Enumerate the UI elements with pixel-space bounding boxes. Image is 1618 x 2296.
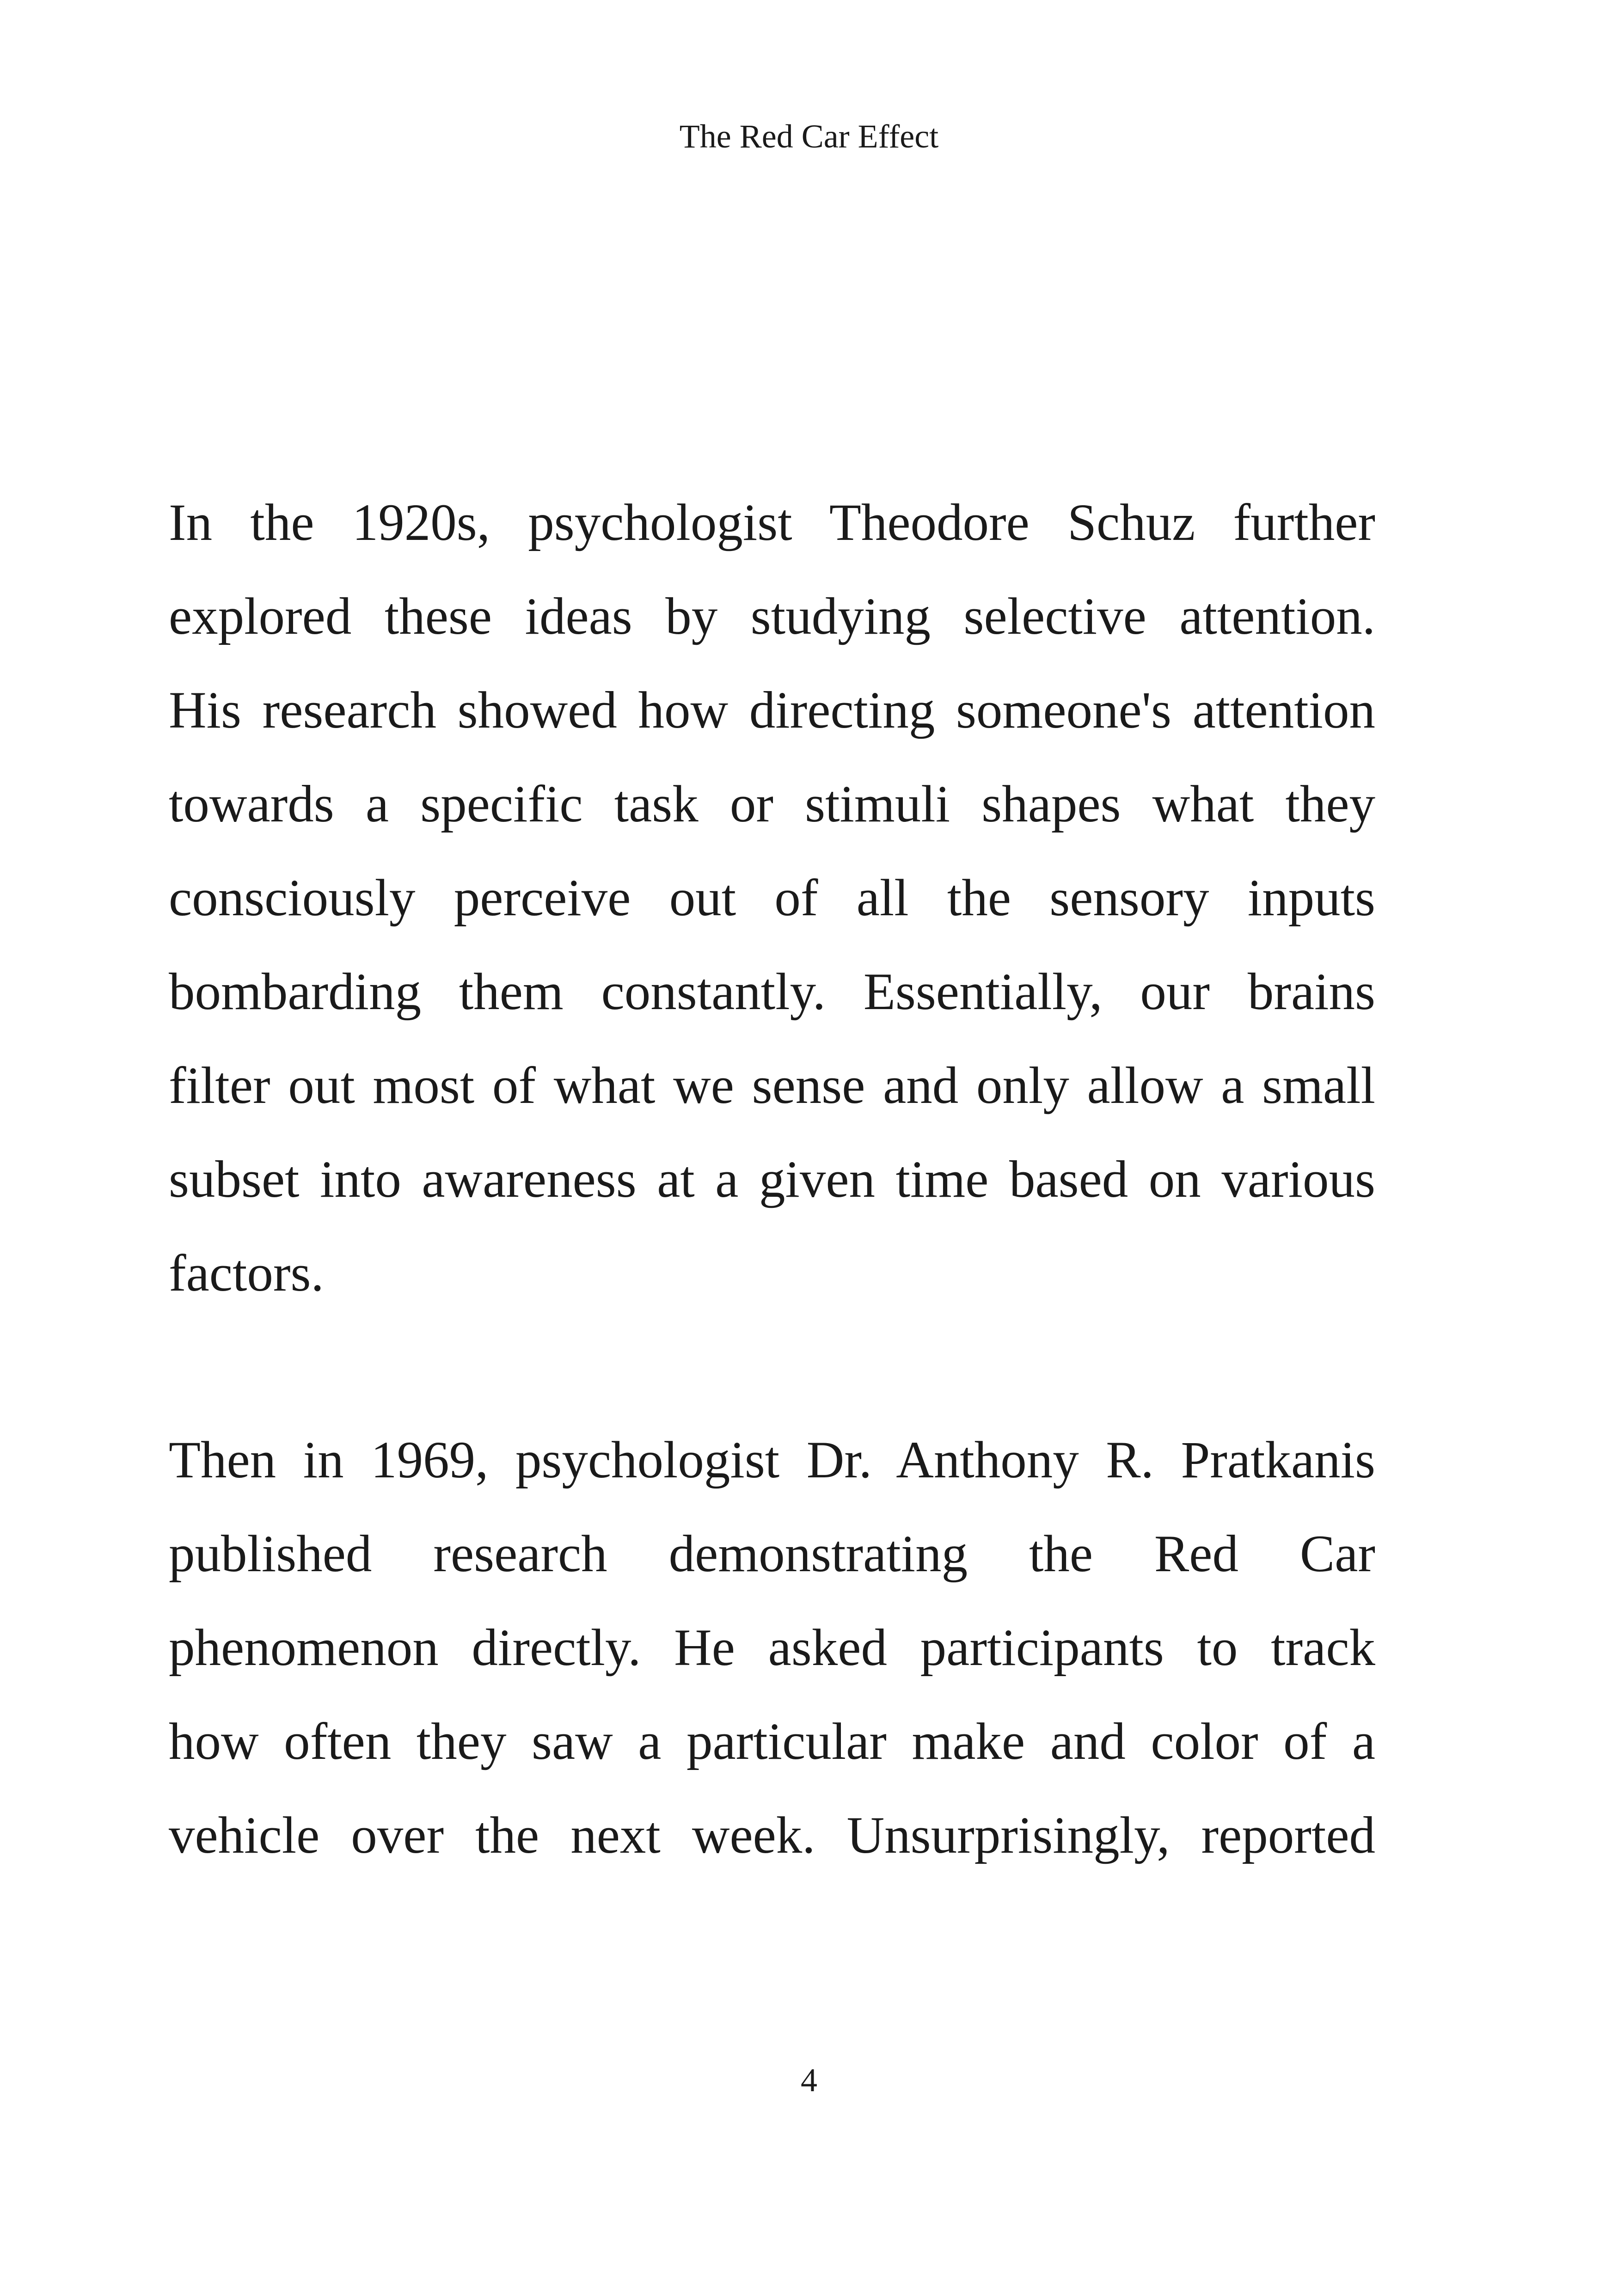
text-line: subset into awareness at a given time based on various <box>169 1151 1375 1208</box>
text-line: factors. <box>169 1244 324 1302</box>
text-line: towards a specific task or stimuli shapes what they <box>169 775 1375 833</box>
body-paragraph <box>169 1413 1375 1882</box>
text-line: phenomenon directly. He asked participants to track <box>169 1619 1375 1677</box>
text-line: bombarding them constantly. Essentially, our brains <box>169 963 1375 1021</box>
text-line: published research demonstrating the Red Car <box>169 1525 1375 1583</box>
text-line: consciously perceive out of all the sensory inputs <box>169 869 1375 927</box>
text-line: His research showed how directing someone's attention <box>169 681 1375 739</box>
text-line: filter out most of what we sense and only allow a small <box>169 1057 1375 1114</box>
text-line: Then in 1969, psychologist Dr. Anthony R. Pratkanis <box>169 1431 1375 1489</box>
running-header-title: The Red Car Effect <box>679 118 939 155</box>
text-line: explored these ideas by studying selective attention. <box>169 588 1375 645</box>
body-paragraph <box>169 476 1375 1320</box>
text-line: vehicle over the next week. Unsurprisingly, reported <box>169 1806 1375 1864</box>
page-number: 4 <box>801 2062 817 2099</box>
text-line: how often they saw a particular make and color of a <box>169 1713 1375 1770</box>
text-line: In the 1920s, psychologist Theodore Schuz further <box>169 494 1375 551</box>
